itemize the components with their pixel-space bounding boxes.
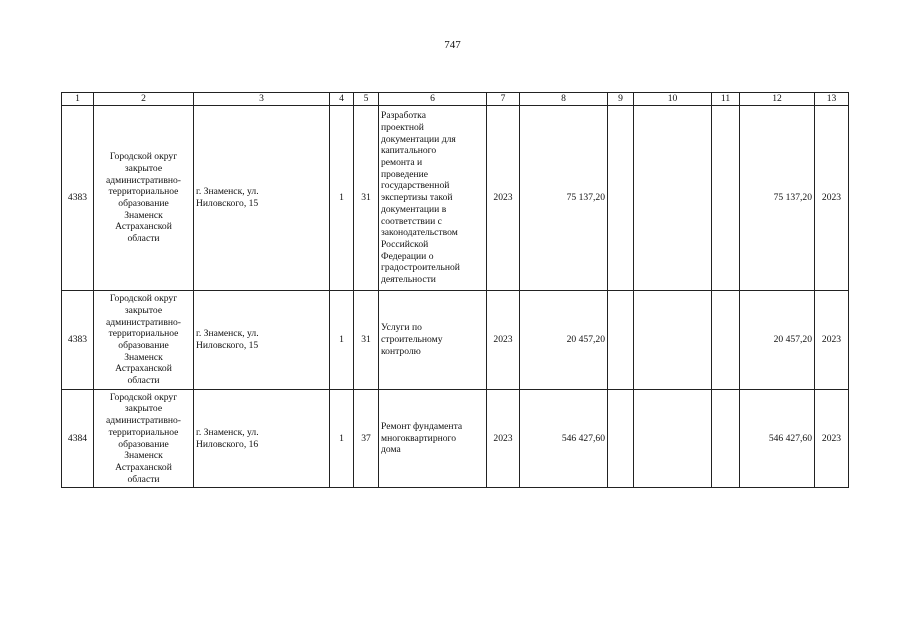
column-header: 8 [520, 93, 608, 106]
cell-year: 2023 [487, 291, 520, 390]
column-header: 2 [94, 93, 194, 106]
column-header: 12 [740, 93, 815, 106]
cell-col4: 1 [330, 390, 354, 488]
cell-work-description: Услуги по строительному контролю [379, 291, 487, 390]
cell-municipality: Городской округ закрытое административно- территориальное образование Знаменск Астраханской области [94, 291, 194, 390]
cell-total-cost: 20 457,20 [520, 291, 608, 390]
cell-number: 4383 [62, 291, 94, 390]
cell-completion-year: 2023 [815, 390, 849, 488]
cell-col9 [608, 106, 634, 291]
cell-col10 [634, 291, 712, 390]
cell-municipality: Городской округ закрытое административно- территориальное образование Знаменск Астраханской области [94, 390, 194, 488]
page-number: 747 [444, 39, 461, 51]
cell-address: г. Знаменск, ул. Ниловского, 15 [194, 291, 330, 390]
cell-col5: 31 [354, 291, 379, 390]
cell-year: 2023 [487, 390, 520, 488]
cell-col9 [608, 390, 634, 488]
table-row [62, 390, 849, 488]
cell-col5: 37 [354, 390, 379, 488]
cell-col10 [634, 106, 712, 291]
cell-col5: 31 [354, 106, 379, 291]
table-row [62, 106, 849, 291]
cell-total-cost: 75 137,20 [520, 106, 608, 291]
cell-col10 [634, 390, 712, 488]
cell-col11 [712, 390, 740, 488]
column-header: 1 [62, 93, 94, 106]
column-header: 13 [815, 93, 849, 106]
column-header: 6 [379, 93, 487, 106]
column-header: 3 [194, 93, 330, 106]
cell-col9 [608, 291, 634, 390]
cell-col4: 1 [330, 291, 354, 390]
cell-number: 4384 [62, 390, 94, 488]
column-header: 4 [330, 93, 354, 106]
cell-col4: 1 [330, 106, 354, 291]
cell-completion-year: 2023 [815, 106, 849, 291]
cell-total-cost: 546 427,60 [520, 390, 608, 488]
header-row [62, 93, 849, 106]
cell-cost-source: 75 137,20 [740, 106, 815, 291]
cell-work-description: Ремонт фундамента многоквартирного дома [379, 390, 487, 488]
works-table [61, 92, 849, 488]
cell-address: г. Знаменск, ул. Ниловского, 15 [194, 106, 330, 291]
column-header: 7 [487, 93, 520, 106]
cell-cost-source: 546 427,60 [740, 390, 815, 488]
cell-address: г. Знаменск, ул. Ниловского, 16 [194, 390, 330, 488]
column-header: 5 [354, 93, 379, 106]
cell-col11 [712, 106, 740, 291]
cell-completion-year: 2023 [815, 291, 849, 390]
cell-year: 2023 [487, 106, 520, 291]
table-row [62, 291, 849, 390]
cell-number: 4383 [62, 106, 94, 291]
column-header: 9 [608, 93, 634, 106]
column-header: 11 [712, 93, 740, 106]
cell-cost-source: 20 457,20 [740, 291, 815, 390]
cell-work-description: Разработка проектной документации для капитального ремонта и проведение государственной экспертизы такой документации в соответствии с законодательством Российской Федерации о градостроительной деятельности [379, 106, 487, 291]
column-header: 10 [634, 93, 712, 106]
cell-col11 [712, 291, 740, 390]
cell-municipality: Городской округ закрытое административно- территориальное образование Знаменск Астраханской области [94, 106, 194, 291]
